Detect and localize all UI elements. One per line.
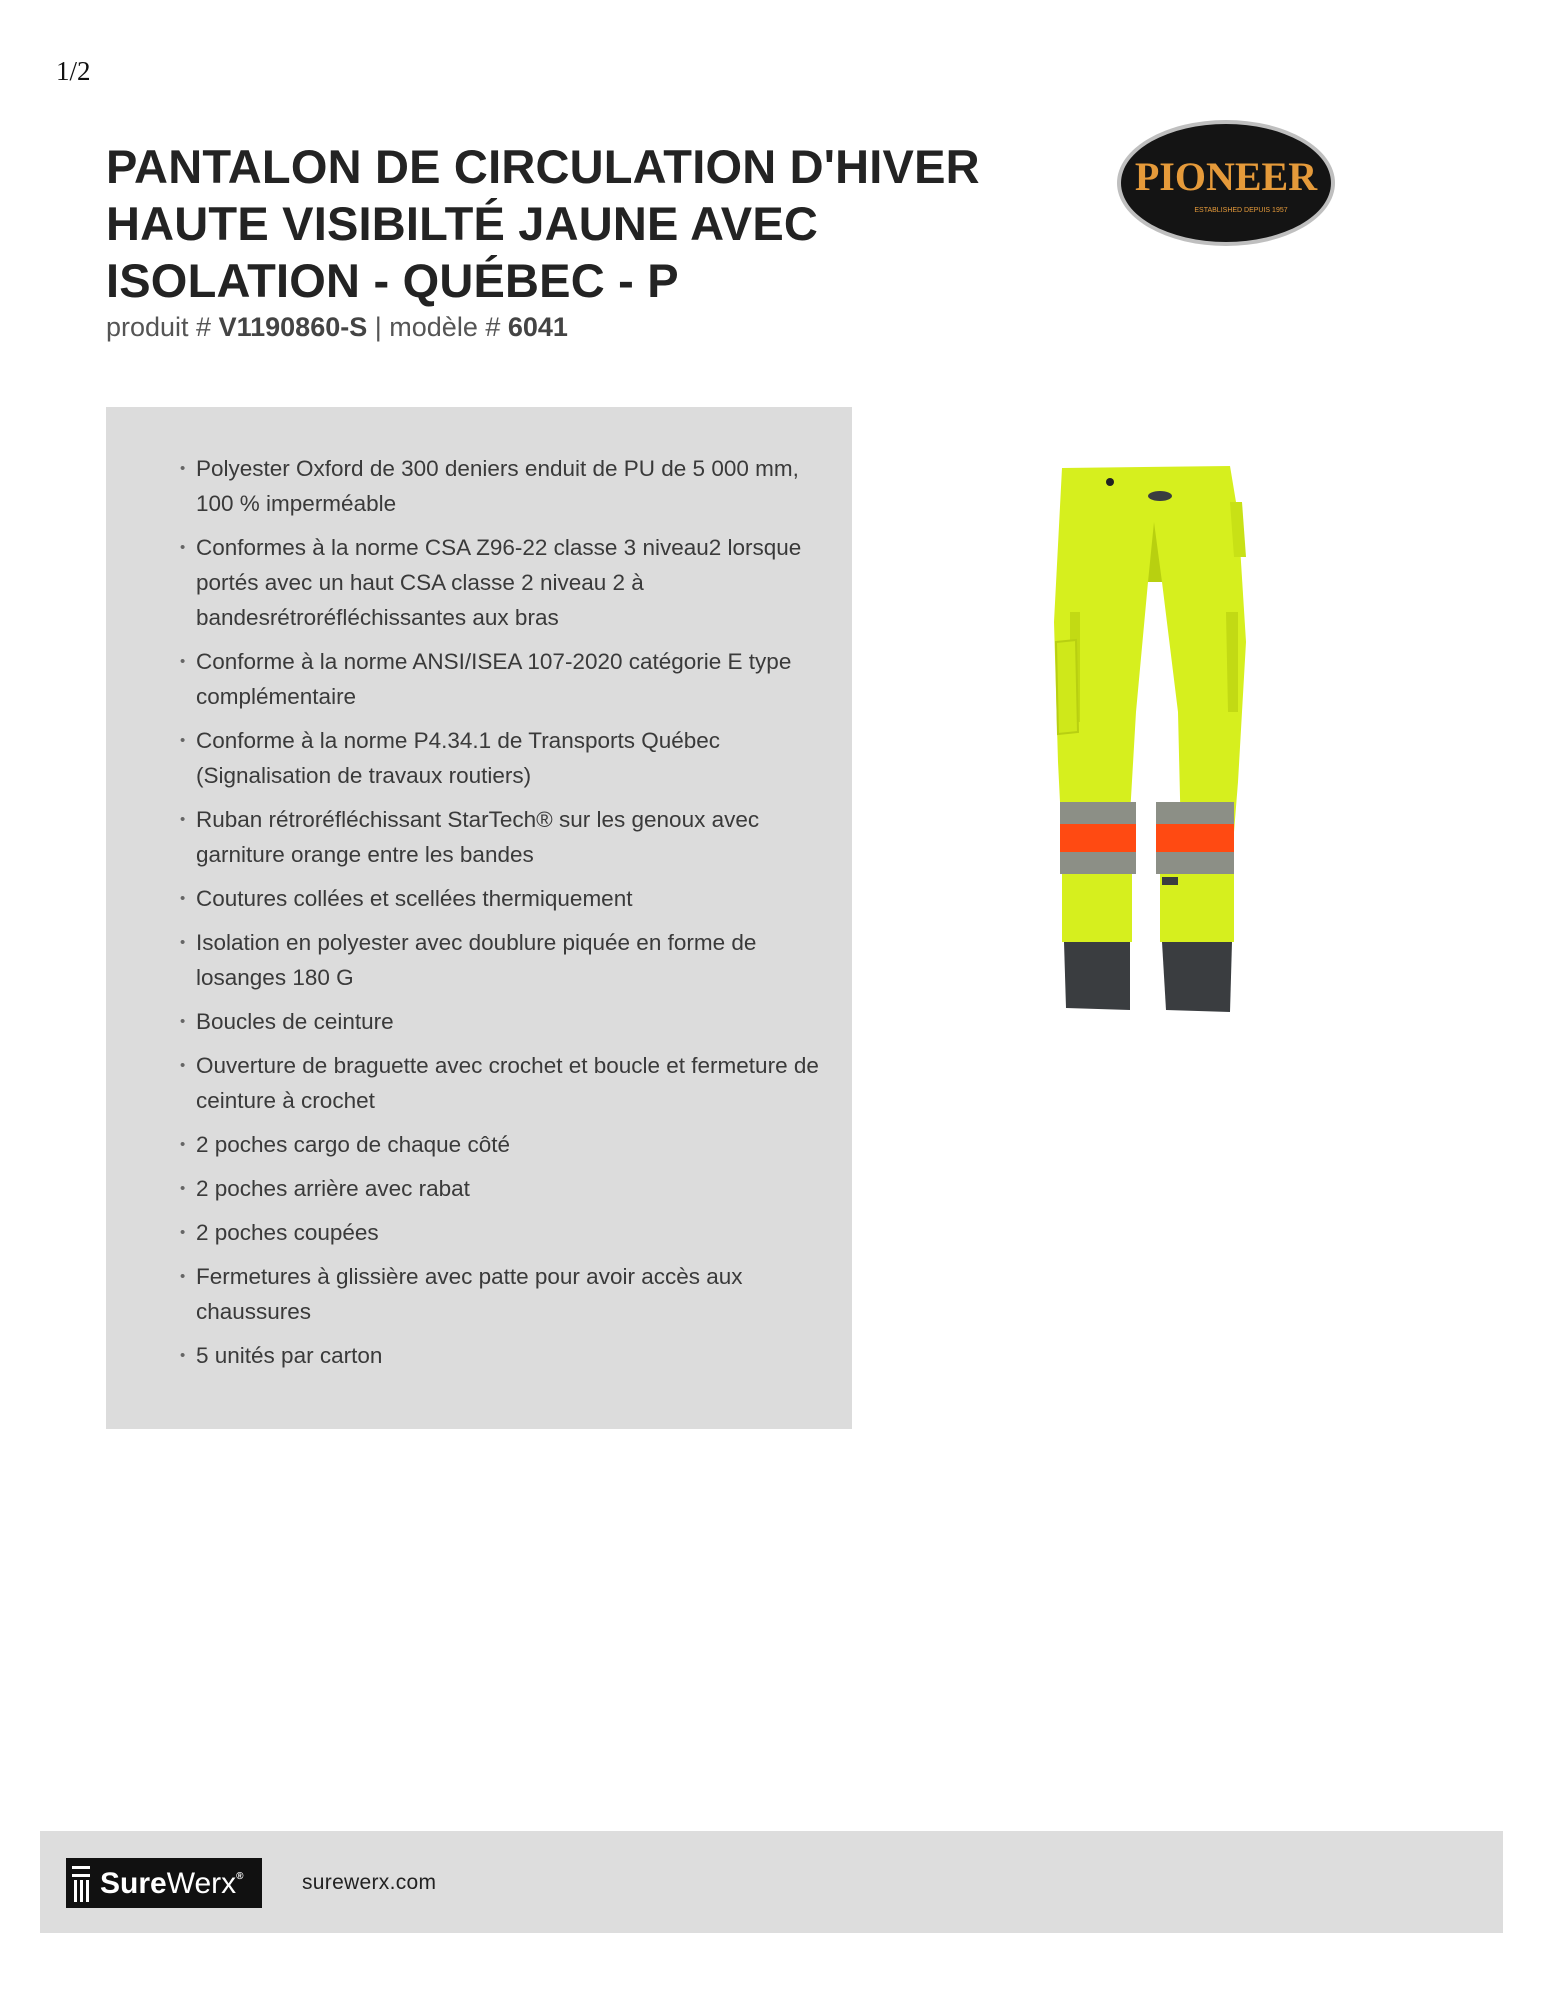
feature-item: • Fermetures à glissière avec patte pour avoir accès aux chaussures: [180, 1259, 824, 1329]
model-label: modèle #: [389, 312, 501, 342]
feature-item: • Isolation en polyester avec doublure piquée en forme de losanges 180 G: [180, 925, 824, 995]
feature-item: • 2 poches coupées: [180, 1215, 824, 1250]
feature-item: • Ouverture de braguette avec crochet et boucle et fermeture de ceinture à crochet: [180, 1048, 824, 1118]
pioneer-logo: [1115, 118, 1337, 253]
hi-vis-pants-image: [1050, 462, 1260, 1022]
product-label: produit #: [106, 312, 212, 342]
page-number: 1/2: [56, 56, 91, 86]
feature-item: • Polyester Oxford de 300 deniers enduit de PU de 5 000 mm, 100 % imperméable: [180, 451, 824, 521]
pioneer-wordmark: PIONEER: [1134, 154, 1318, 199]
pioneer-logo-icon: [1115, 118, 1337, 248]
svg-text:SureWerx®: [100, 1867, 244, 1900]
feature-item: • 2 poches cargo de chaque côté: [180, 1127, 824, 1162]
feature-item: • 5 unités par carton: [180, 1338, 824, 1373]
feature-item: • Conforme à la norme ANSI/ISEA 107-2020 catégorie E type complémentaire: [180, 644, 824, 714]
feature-item: • Conformes à la norme CSA Z96-22 classe 3 niveau2 lorsque portés avec un haut CSA classe 2 niveau 2 à bandesrétroréfléchissantes aux bras: [180, 530, 824, 635]
product-number: V1190860-S: [218, 312, 368, 342]
model-number: 6041: [507, 312, 568, 342]
product-identifiers: [106, 312, 568, 343]
brand-bold: Sure: [100, 1867, 167, 1900]
pioneer-tagline: ESTABLISHED DEPUIS 1957: [1194, 207, 1288, 214]
feature-item: • Conforme à la norme P4.34.1 de Transports Québec (Signalisation de travaux routiers): [180, 723, 824, 793]
title-line-3: ISOLATION - QUÉBEC - P: [106, 254, 679, 307]
title-line-2: HAUTE VISIBILTÉ JAUNE AVEC: [106, 197, 819, 250]
feature-list: [180, 451, 824, 1373]
title-line-1: PANTALON DE CIRCULATION D'HIVER: [106, 140, 980, 193]
footer-bar: [40, 1831, 1503, 1933]
page-title: [106, 138, 1046, 309]
footer-url: surewerx.com: [302, 1871, 437, 1894]
feature-item: • Ruban rétroréfléchissant StarTech® sur les genoux avec garniture orange entre les bandes: [180, 802, 824, 872]
brand-mark: ®: [236, 1871, 244, 1882]
surewerx-logo: [66, 1858, 262, 1913]
surewerx-logo-icon: [66, 1858, 262, 1908]
identifier-separator: |: [374, 312, 382, 342]
brand-light: Werx: [166, 1867, 237, 1900]
feature-item: • 2 poches arrière avec rabat: [180, 1171, 824, 1206]
product-image: [1050, 462, 1260, 1027]
feature-panel: [106, 407, 852, 1429]
feature-item: • Boucles de ceinture: [180, 1004, 824, 1039]
feature-item: • Coutures collées et scellées thermiquement: [180, 881, 824, 916]
